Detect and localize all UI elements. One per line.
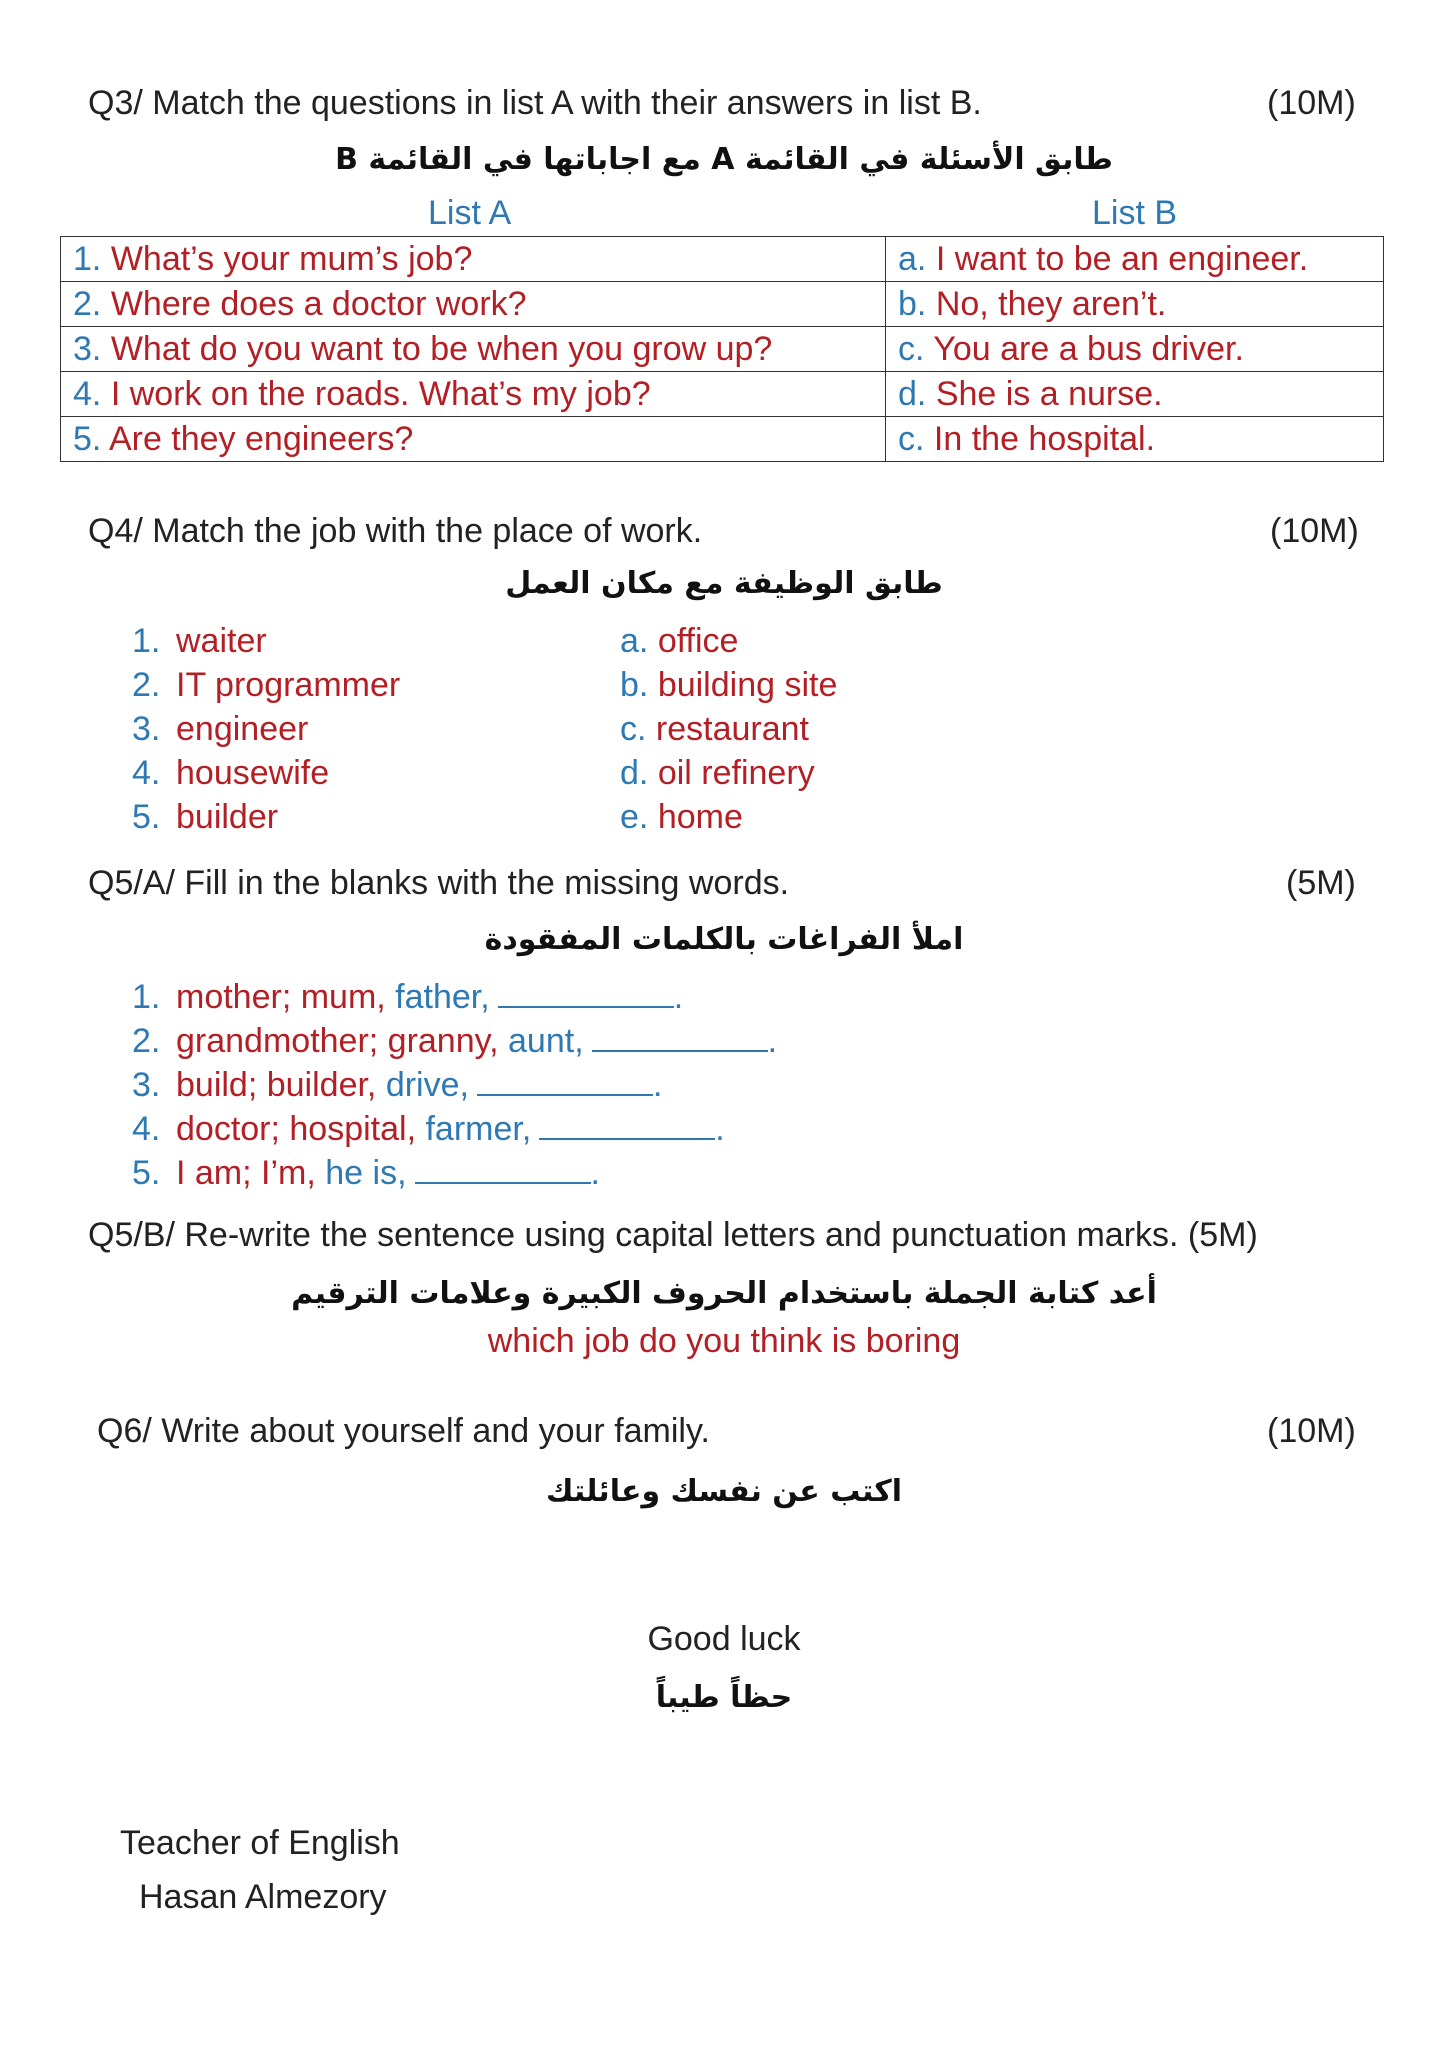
example-pair: doctor; hospital,	[176, 1110, 417, 1148]
job-item: builder	[176, 798, 279, 836]
q5b-arabic-instruction: أعد كتابة الجملة باستخدام الحروف الكبيرة وعلامات الترقيم	[291, 1276, 1157, 1311]
list-a-cell	[61, 327, 886, 372]
fill-blank-item	[176, 1110, 725, 1149]
period: .	[590, 1154, 600, 1192]
answer-blank[interactable]	[592, 1022, 768, 1052]
job-number: 5.	[132, 798, 161, 836]
place-name: office	[657, 622, 739, 660]
list-a-number: 2.	[73, 284, 102, 323]
matching-table	[60, 236, 1384, 462]
place-letter: c.	[620, 710, 647, 748]
q4-marks: (10M)	[1270, 512, 1359, 550]
table-row	[61, 417, 1384, 462]
example-pair: grandmother; granny,	[176, 1022, 499, 1060]
table-row	[61, 282, 1384, 327]
answer-blank[interactable]	[539, 1110, 715, 1140]
place-letter: b.	[620, 666, 649, 704]
list-b-letter: a.	[898, 239, 927, 278]
list-b-cell	[886, 327, 1384, 372]
q6-arabic-instruction: اكتب عن نفسك وعائلتك	[546, 1474, 902, 1509]
fill-blank-item	[176, 1066, 662, 1105]
good-luck-arabic: حظاً طيباً	[655, 1680, 793, 1715]
table-row	[61, 327, 1384, 372]
teacher-name: Hasan Almezory	[139, 1878, 387, 1916]
list-a-question: I work on the roads. What’s my job?	[110, 374, 651, 413]
example-pair: build; builder,	[176, 1066, 377, 1104]
blank-item-number: 2.	[132, 1022, 161, 1060]
fill-blank-item	[176, 978, 683, 1017]
place-name: oil refinery	[657, 754, 815, 792]
job-number: 4.	[132, 754, 161, 792]
list-a-number: 3.	[73, 329, 102, 368]
place-item	[620, 622, 738, 661]
q4-title: Q4/ Match the job with the place of work.	[88, 512, 703, 550]
list-a-number: 5.	[73, 419, 102, 458]
list-b-cell	[886, 237, 1384, 282]
list-b-letter: d.	[898, 374, 927, 413]
period: .	[673, 978, 684, 1016]
list-a-cell	[61, 417, 886, 462]
q5b-title: Q5/B/ Re-write the sentence using capital letters and punctuation marks. (5M)	[88, 1216, 1258, 1254]
q5b-sentence: which job do you think is boring	[487, 1322, 961, 1360]
q5a-title: Q5/A/ Fill in the blanks with the missing words.	[88, 864, 790, 902]
table-row	[61, 237, 1384, 282]
place-item	[620, 666, 837, 705]
blank-item-number: 1.	[132, 978, 161, 1016]
q5a-arabic-instruction: املأ الفراغات بالكلمات المفقودة	[484, 922, 964, 957]
list-b-answer: In the hospital.	[933, 419, 1156, 458]
list-b-cell	[886, 417, 1384, 462]
list-a-question: What’s your mum’s job?	[110, 239, 473, 278]
example-pair: mother; mum,	[176, 978, 386, 1016]
place-name: home	[657, 798, 743, 836]
q5a-marks: (5M)	[1286, 864, 1356, 902]
q6-title: Q6/ Write about yourself and your family.	[97, 1412, 710, 1450]
list-b-cell	[886, 372, 1384, 417]
answer-blank[interactable]	[498, 978, 674, 1008]
fill-blank-item	[176, 1154, 600, 1193]
list-a-cell	[61, 237, 886, 282]
place-item	[620, 710, 809, 749]
list-b-cell	[886, 282, 1384, 327]
q3-marks: (10M)	[1267, 84, 1356, 122]
list-b-answer: You are a bus driver.	[933, 329, 1244, 368]
period: .	[767, 1022, 778, 1060]
answer-blank[interactable]	[415, 1154, 591, 1184]
example-pair: I am; I’m,	[176, 1154, 316, 1192]
job-number: 1.	[132, 622, 161, 660]
list-b-answer: She is a nurse.	[935, 374, 1163, 413]
prompt-word: farmer,	[425, 1110, 532, 1148]
list-a-cell	[61, 372, 886, 417]
list-a-question: Where does a doctor work?	[110, 284, 527, 323]
blank-item-number: 5.	[132, 1154, 161, 1192]
list-a-cell	[61, 282, 886, 327]
job-item: engineer	[176, 710, 309, 748]
list-b-answer: I want to be an engineer.	[935, 239, 1309, 278]
job-number: 3.	[132, 710, 161, 748]
place-item	[620, 798, 743, 837]
place-letter: a.	[620, 622, 649, 660]
q6-marks: (10M)	[1267, 1412, 1356, 1450]
prompt-word: drive,	[385, 1066, 469, 1104]
list-b-header: List B	[1092, 194, 1178, 232]
list-b-letter: c.	[898, 329, 925, 368]
list-a-question: What do you want to be when you grow up?	[110, 329, 773, 368]
job-item: IT programmer	[176, 666, 401, 704]
place-name: restaurant	[655, 710, 809, 748]
list-a-header: List A	[428, 194, 512, 232]
period: .	[652, 1066, 663, 1104]
prompt-word: father,	[395, 978, 490, 1016]
job-item: housewife	[176, 754, 330, 792]
blank-item-number: 4.	[132, 1110, 161, 1148]
table-row	[61, 372, 1384, 417]
place-letter: d.	[620, 754, 649, 792]
place-name: building site	[657, 666, 838, 704]
answer-blank[interactable]	[477, 1066, 653, 1096]
place-letter: e.	[620, 798, 649, 836]
list-a-question: Are they engineers?	[108, 419, 414, 458]
fill-blank-item	[176, 1022, 777, 1061]
list-b-answer: No, they aren’t.	[935, 284, 1167, 323]
q3-title: Q3/ Match the questions in list A with their answers in list B.	[88, 84, 982, 122]
job-number: 2.	[132, 666, 161, 704]
job-item: waiter	[176, 622, 267, 660]
list-a-number: 4.	[73, 374, 102, 413]
prompt-word: aunt,	[508, 1022, 584, 1060]
teacher-role: Teacher of English	[120, 1824, 400, 1862]
list-b-letter: c.	[898, 419, 925, 458]
list-a-number: 1.	[73, 239, 102, 278]
q4-arabic-instruction: طابق الوظيفة مع مكان العمل	[505, 566, 943, 601]
good-luck-text: Good luck	[647, 1620, 801, 1658]
q3-arabic-instruction: طابق الأسئلة في القائمة A مع اجاباتها في القائمة B	[335, 142, 1113, 177]
period: .	[715, 1110, 725, 1148]
prompt-word: he is,	[325, 1154, 407, 1192]
place-item	[620, 754, 815, 793]
blank-item-number: 3.	[132, 1066, 161, 1104]
list-b-letter: b.	[898, 284, 927, 323]
